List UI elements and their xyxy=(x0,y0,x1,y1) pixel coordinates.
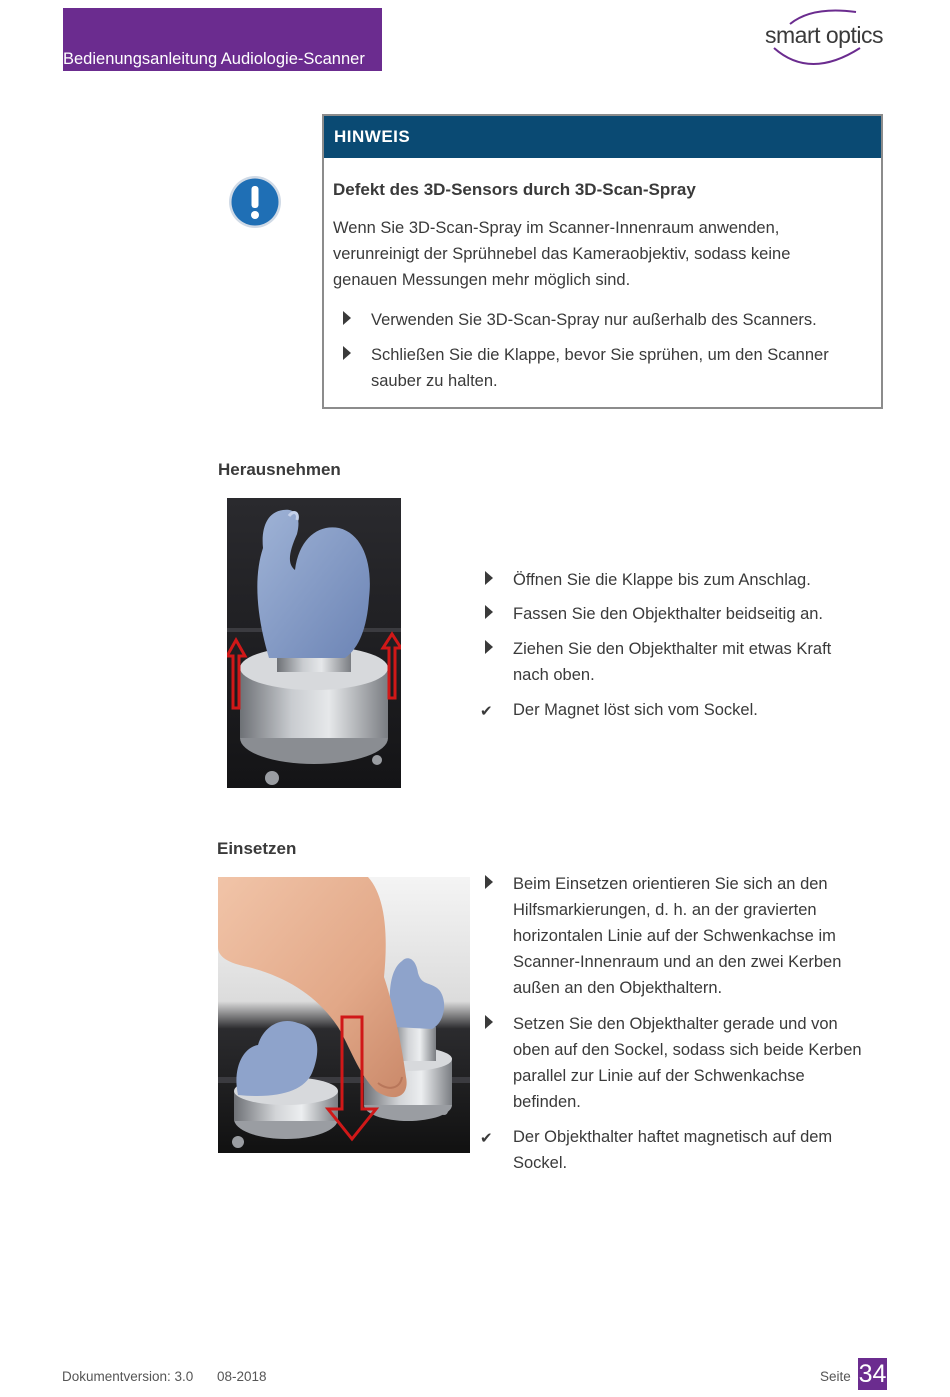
insert-step-line: oben auf den Sockel, sodass sich beide Kerben xyxy=(513,1041,862,1059)
header-bar xyxy=(63,8,382,71)
insert-result xyxy=(513,1124,832,1176)
page-label: Seite xyxy=(820,1369,851,1384)
step-bullet-icon xyxy=(485,571,493,585)
insert-step-line: horizontalen Linie auf der Schwenkachse im xyxy=(513,927,836,945)
insert-step xyxy=(513,1011,862,1115)
page-number-badge xyxy=(858,1358,887,1390)
insert-step-line: Beim Einsetzen orientieren Sie sich an den xyxy=(513,875,828,893)
exclamation-icon xyxy=(228,175,282,229)
document-version: Dokumentversion: 3.0 xyxy=(62,1369,194,1384)
section-title-remove: Herausnehmen xyxy=(218,460,341,479)
remove-step-line: Ziehen Sie den Objekthalter mit etwas Kraft xyxy=(513,640,832,658)
notice-step xyxy=(371,307,817,333)
step-bullet-icon xyxy=(485,1015,493,1029)
notice-step-line: sauber zu halten. xyxy=(371,372,498,390)
insert-photo xyxy=(218,877,470,1153)
step-bullet-icon xyxy=(343,346,351,360)
insert-step-line: Setzen Sie den Objekthalter gerade und von xyxy=(513,1015,838,1033)
checkmark-icon: ✔ xyxy=(480,703,493,720)
section-title-insert: Einsetzen xyxy=(217,839,297,858)
step-bullet-icon xyxy=(485,640,493,654)
notice-step xyxy=(371,342,829,394)
remove-step xyxy=(513,636,831,688)
remove-photo xyxy=(227,498,401,788)
notice-header xyxy=(324,116,881,158)
remove-step xyxy=(513,601,823,627)
remove-step xyxy=(513,567,811,593)
insert-result-line: Der Objekthalter haftet magnetisch auf dem xyxy=(513,1128,833,1146)
notice-paragraph xyxy=(333,215,790,293)
insert-step-line: außen an den Objekthaltern. xyxy=(513,979,723,997)
insert-result-line: Sockel. xyxy=(513,1154,568,1172)
notice-subtitle: Defekt des 3D-Sensors durch 3D-Scan-Spray xyxy=(333,180,696,199)
remove-step-line: Fassen Sie den Objekthalter beidseitig an. xyxy=(513,605,824,623)
smart-optics-logo xyxy=(762,8,886,68)
remove-result: Der Magnet löst sich vom Sockel. xyxy=(513,701,758,719)
page-number: 34 xyxy=(858,1360,887,1388)
document-title: Bedienungsanleitung Audiologie-Scanner xyxy=(63,50,365,68)
document-date: 08-2018 xyxy=(217,1369,267,1384)
notice-step-line: Schließen Sie die Klappe, bevor Sie sprühen, um den Scanner xyxy=(371,346,829,364)
notice-paragraph-line: verunreinigt der Sprühnebel das Kameraobjektiv, sodass keine xyxy=(333,245,791,263)
notice-paragraph-line: Wenn Sie 3D-Scan-Spray im Scanner-Innenraum anwenden, xyxy=(333,219,780,237)
insert-step-line: parallel zur Linie auf der Schwenkachse xyxy=(513,1067,805,1085)
step-bullet-icon xyxy=(343,311,351,325)
checkmark-icon: ✔ xyxy=(480,1130,493,1147)
insert-step xyxy=(513,871,841,1001)
insert-step-line: Hilfsmarkierungen, d. h. an der gravierten xyxy=(513,901,817,919)
remove-step-line: Öffnen Sie die Klappe bis zum Anschlag. xyxy=(513,571,811,589)
notice-step-line: Verwenden Sie 3D-Scan-Spray nur außerhalb des Scanners. xyxy=(371,311,817,329)
notice-paragraph-line: genauen Messungen mehr möglich sind. xyxy=(333,271,631,289)
insert-step-line: befinden. xyxy=(513,1093,581,1111)
logo-text: smart optics xyxy=(765,22,883,48)
insert-step-line: Scanner-Innenraum und an den zwei Kerben xyxy=(513,953,842,971)
remove-step-line: nach oben. xyxy=(513,666,595,684)
step-bullet-icon xyxy=(485,875,493,889)
notice-label: HINWEIS xyxy=(334,127,411,146)
step-bullet-icon xyxy=(485,605,493,619)
